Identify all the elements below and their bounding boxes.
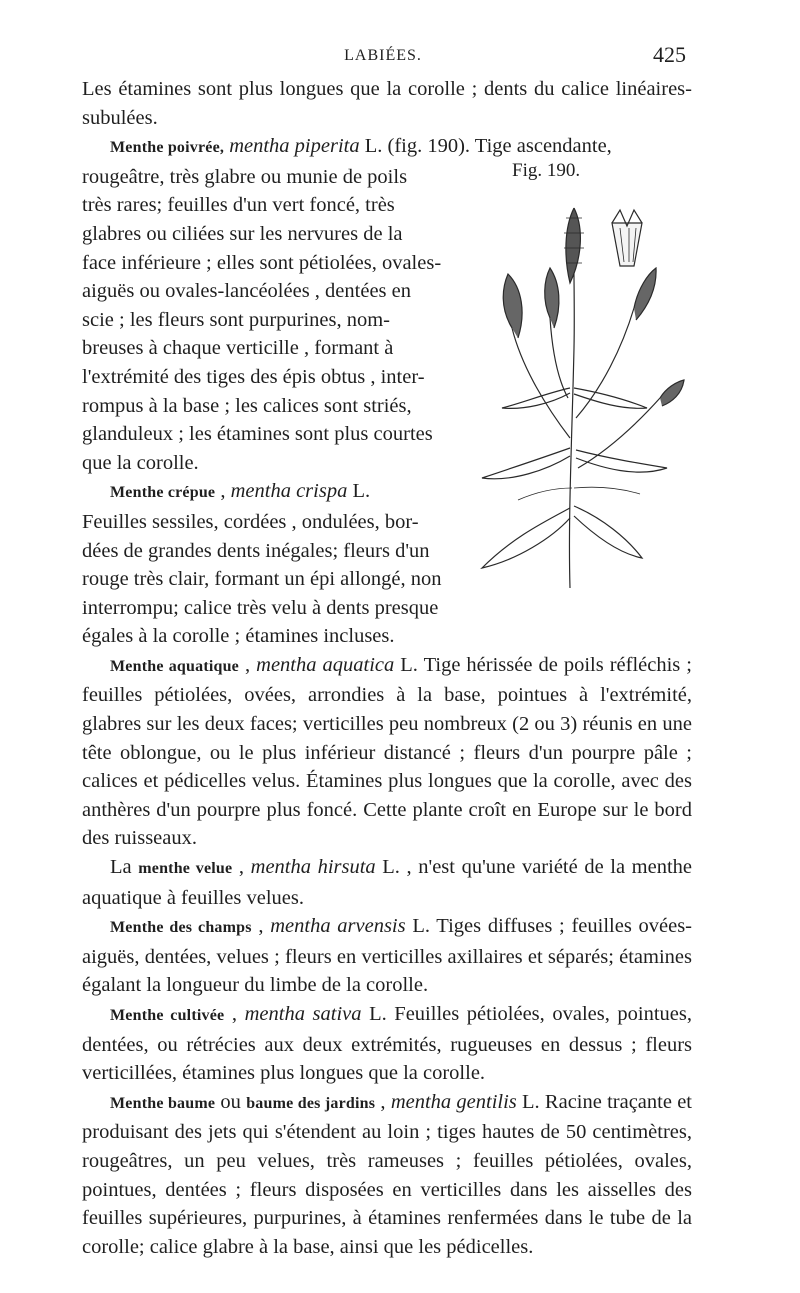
entry-menthe-crepue: Menthe crépue , mentha crispa L. Feuilles sessiles, cordées , ondulées, bor- dées de grandes dents inégales; fleurs d'un rouge très clair, formant un épi allongé, non interrompu; calice très velu à dents presque égales à la corolle ; étamines incluses. bbox=[82, 480, 442, 648]
running-title: LABIÉES. bbox=[344, 47, 422, 64]
latin-name: mentha aquatica bbox=[256, 653, 395, 676]
latin-name: mentha sativa bbox=[244, 1003, 362, 1025]
wrapped-text: rougeâtre, très glabre ou munie de poils très rares; feuilles d'un vert foncé, très glabres ou ciliées sur les nervures de la face inférieure ; elles sont pétiolées, ovales- aiguës ou ovales-lancéolées , dentées en scie ; les fleurs sont purpurines, nom- breuses à chaque verticille , formant à l'extrémité des tiges des épis obtus , inter- rompus à la base ; les calices sont striés, glanduleux ; les étamines sont plus courtes que la corolle. bbox=[82, 165, 442, 474]
species-name: Menthe baume bbox=[110, 1094, 216, 1112]
entry-menthe-cultivee: Menthe cultivée , mentha sativa L. Feuilles pétiolées, ovales, pointues, dentées, ou rétrécies aux deux extrémités, rugueuses en dessus ; fleurs verticillées, étamines plus longues que la corolle. bbox=[82, 1003, 693, 1085]
species-name: Menthe crépue bbox=[110, 484, 216, 502]
latin-name: mentha crispa bbox=[230, 480, 348, 503]
latin-name: mentha hirsuta bbox=[250, 856, 376, 879]
species-name: Menthe cultivée bbox=[110, 1007, 225, 1024]
entry-menthe-aquatique: Menthe aquatique , mentha aquatica L. Tige hérissée de poils réfléchis ; feuilles pétiolées, ovées, arrondies à la base, pointues à l'extrémité, glabres sur les deux faces; verticilles peu nombreux (2 ou 3) réunis en une tête oblongue, ou le plus inférieur distancé ; fleurs d'un pourpre pâle ; calices et pédicelles velus. Étamines plus longues que la corolle, avec des anthères d'un pourpre plus foncé. Cette plante croît en Europe sur le bord des ruisseaux. bbox=[82, 653, 692, 850]
page-number: 425 bbox=[653, 42, 686, 67]
paragraph-intro: Les étamines sont plus longues que la corolle ; dents du calice linéaires-subulées. bbox=[82, 78, 692, 129]
figure-caption: Fig. 190. bbox=[512, 160, 581, 181]
latin-name: mentha piperita bbox=[229, 135, 360, 158]
species-name: menthe velue bbox=[138, 860, 233, 878]
species-name-alt: baume des jardins bbox=[246, 1094, 376, 1112]
species-name: Menthe aquatique bbox=[110, 657, 239, 675]
running-head bbox=[80, 42, 686, 70]
entry-menthe-velue: La menthe velue , mentha hirsuta L. , n'est qu'une variété de la menthe aquatique à feuilles velues. bbox=[82, 856, 693, 909]
body-text bbox=[82, 75, 692, 1261]
entry-menthe-baume: Menthe baume ou baume des jardins , mentha gentilis L. Racine traçante et produisant des jets qui s'étendent au loin ; tiges hautes de 50 centimètres, rougeâtres, un peu velues, très rameuses ; feuilles pétiolées, ovales, pointues, dentées ; fleurs disposées en verticilles dans les aisselles des feuilles supérieures, purpurines, à étamines renfermées dans le tube de la corolle; calice glabre à la base, ainsi que les pédicelles. bbox=[82, 1090, 692, 1258]
latin-name: mentha arvensis bbox=[270, 915, 406, 938]
species-name: Menthe des champs bbox=[110, 919, 252, 937]
entry-menthe-des-champs: Menthe des champs , mentha arvensis L. Tiges diffuses ; feuilles ovées-aiguës, dentées, velues ; fleurs en verticilles axillaires et séparés; étamines égalant la longueur du limbe de la corolle. bbox=[82, 915, 693, 997]
entry-menthe-poivree: Menthe poivrée, mentha piperita L. (fig. 190). Tige ascendante, rougeâtre, très glabre ou munie de poils très rares; feuilles d'un vert foncé, très glabres ou ciliées sur les nervures de la face inférieure ; elles sont pétiolées, ovales- aiguës ou ovales-lancéolées , dentées en scie ; les fleurs sont purpurines, nom- breuses à chaque verticille , formant à l'extrémité des tiges des épis obtus , inter- rompus à la base ; les calices sont striés, glanduleux ; les étamines sont plus courtes que la corolle. bbox=[82, 132, 692, 477]
latin-name: mentha gentilis bbox=[390, 1090, 517, 1113]
species-name: Menthe poivrée, bbox=[110, 139, 225, 157]
